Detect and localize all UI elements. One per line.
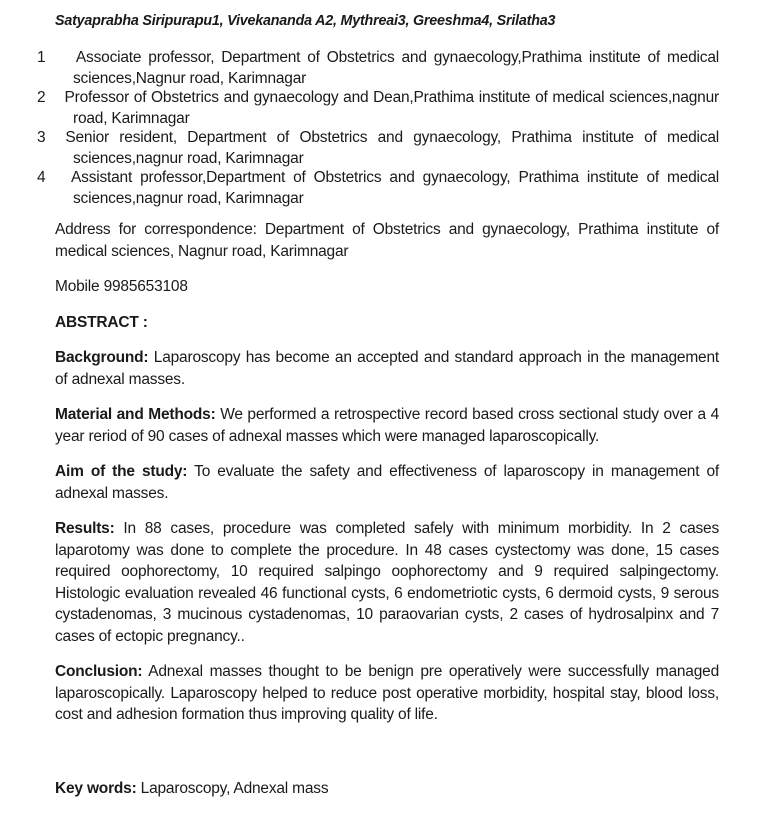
affiliation-1: 1 Associate professor, Department of Obstetrics and gynaecology,Prathima institute of medical sciences,Nagnur road, Karimnagar xyxy=(37,49,719,87)
section-label: Aim of the study: xyxy=(55,463,188,480)
section-text: Adnexal masses thought to be benign pre operatively were successfully managed laparoscopically. Laparoscopy helped to reduce post operative morbidity, hospital stay, blood loss, cost and adhesion formation thus improving quality of life. xyxy=(55,663,719,723)
keywords-line xyxy=(55,778,328,800)
affiliation-text: Associate professor, Department of Obstetrics and gynaecology,Prathima institute of medical sciences,Nagnur road, Karimnagar xyxy=(73,49,719,87)
section-text: We performed a retrospective record based cross sectional study over a 4 year reriod of 90 cases of adnexal masses which were managed laparoscopically. xyxy=(55,406,720,445)
affiliation-text: Assistant professor,Department of Obstetrics and gynaecology, Prathima institute of medical sciences,nagnur road, Karimnagar xyxy=(71,169,719,207)
section-label: Results: xyxy=(55,520,115,537)
abstract-aim xyxy=(55,461,719,504)
section-label: Background: xyxy=(55,349,149,366)
abstract-conclusion xyxy=(55,661,719,726)
affiliation-text: Senior resident, Department of Obstetrics and gynaecology, Prathima institute of medical sciences,nagnur road, Karimnagar xyxy=(65,129,719,167)
correspondence-address: Address for correspondence: Department of Obstetrics and gynaecology, Prathima institute of medical sciences, Nagnur road, Karimnagar xyxy=(55,221,719,260)
author-list: Satyaprabha Siripurapu1, Vivekananda A2, Mythreai3, Greeshma4, Srilatha3 xyxy=(55,13,556,29)
section-label: Conclusion: xyxy=(55,663,143,680)
abstract-methods xyxy=(55,404,719,447)
affiliation-4: 4 Assistant professor,Department of Obstetrics and gynaecology, Prathima institute of medical sciences,nagnur road, Karimnagar xyxy=(37,169,719,207)
affiliation-text: Professor of Obstetrics and gynaecology and Dean,Prathima institute of medical sciences,nagnur road, Karimnagar xyxy=(64,89,719,127)
keywords-text: Laparoscopy, Adnexal mass xyxy=(140,780,329,797)
section-text: To evaluate the safety and effectiveness of laparoscopy in management of adnexal masses. xyxy=(55,463,719,502)
abstract-results xyxy=(55,518,719,647)
section-text: Laparoscopy has become an accepted and standard approach in the management of adnexal masses. xyxy=(55,349,719,388)
keywords-label: Key words: xyxy=(55,780,137,797)
section-text: In 88 cases, procedure was completed safely with minimum morbidity. In 2 cases laparotomy was done to complete the procedure. In 48 cases cystectomy was done, 15 cases required oophorectomy, 10 required salpingo oophorectomy and 9 required salpingectomy. Histologic evaluation revealed 46 functional cysts, 6 endometriotic cysts, 6 dermoid cysts, 9 serous cystadenomas, 3 mucinous cystadenomas, 10 paraovarian cysts, 2 cases of hydrosalpinx and 7 cases of ectopic pregnancy.. xyxy=(55,520,720,645)
section-label: Material and Methods: xyxy=(55,406,216,423)
affiliation-3: 3 Senior resident, Department of Obstetrics and gynaecology, Prathima institute of medical sciences,nagnur road, Karimnagar xyxy=(37,129,719,167)
affiliation-2: 2 Professor of Obstetrics and gynaecology and Dean,Prathima institute of medical sciences,nagnur road, Karimnagar xyxy=(37,89,719,127)
document-page xyxy=(37,10,720,797)
mobile-number: Mobile 9985653108 xyxy=(55,278,188,295)
abstract-background xyxy=(55,347,719,390)
abstract-heading: ABSTRACT : xyxy=(55,313,148,331)
